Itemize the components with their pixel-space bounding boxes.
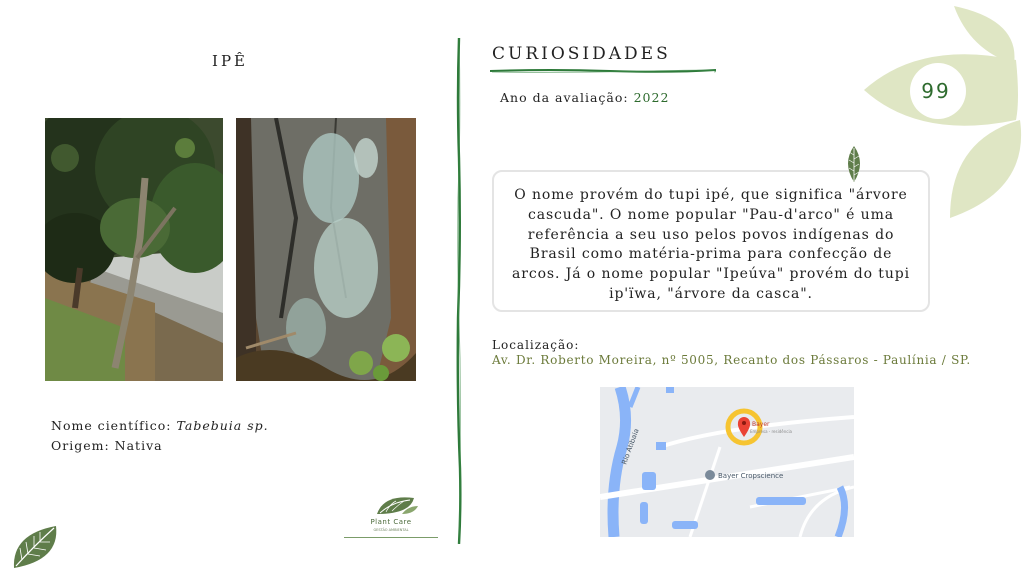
page-title: IPÊ [212, 52, 248, 70]
scientific-name-value: Tabebuia sp. [176, 418, 269, 433]
evaluation-year [500, 90, 669, 105]
logo-underline [344, 537, 438, 538]
leaf-decoration-icon [8, 520, 62, 572]
logo-tagline: GESTÃO AMBIENTAL [373, 528, 409, 532]
plant-care-logo [344, 492, 438, 540]
location-label: Localização: [492, 338, 580, 352]
map-pin-label: Bayer [752, 421, 770, 428]
location-map[interactable] [600, 387, 854, 537]
page-divider [455, 38, 463, 544]
origin [51, 438, 163, 453]
scientific-name-label: Nome científico: [51, 418, 172, 433]
map-road-label: Rio Atibaia [620, 427, 641, 466]
logo-leaf-icon [344, 492, 438, 518]
corner-leaves-decoration [860, 0, 1024, 222]
origin-value: Nativa [114, 438, 163, 453]
section-title: CURIOSIDADES [492, 44, 671, 64]
evaluation-year-label: Ano da avaliação: [500, 90, 629, 105]
scientific-name [51, 418, 269, 433]
evaluation-year-value: 2022 [633, 90, 670, 105]
origin-label: Origem: [51, 438, 110, 453]
curiosity-text: O nome provém do tupi ipé, que significa "árvore cascuda". O nome popular "Pau-d'arco" é uma referência a seu uso pelos povos indígenas do Brasil como matéria-prima para confecção de arcos. Já o nome popular "Ipeúva" provém do tupi ip'ïwa, "árvore da casca". [512, 187, 910, 302]
logo-name: Plant Care [370, 518, 412, 526]
bark-photo [236, 118, 416, 381]
map-pin-sublabel: Empresa - residência [750, 429, 793, 434]
location-address: Av. Dr. Roberto Moreira, nº 5005, Recanto dos Pássaros - Paulínia / SP. [492, 353, 971, 367]
tree-photo [45, 118, 223, 381]
page-number: 99 [921, 79, 951, 103]
section-title-underline [490, 67, 716, 75]
map-place-label: Bayer Cropscience [718, 472, 784, 480]
map-place-icon [705, 470, 715, 480]
